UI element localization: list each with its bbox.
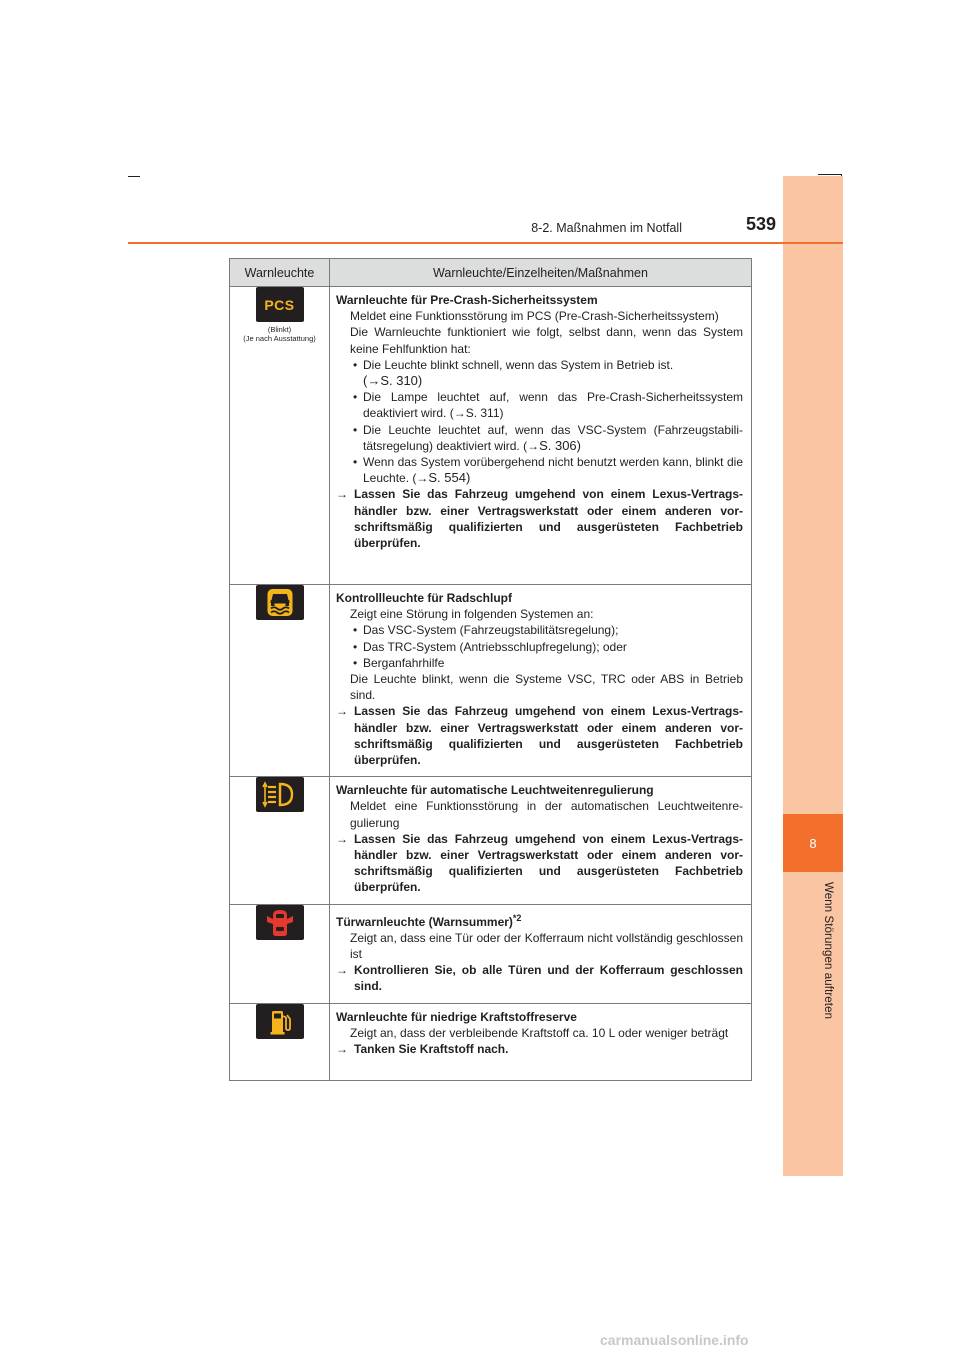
- description-text: Meldet eine Funktionsstörung im PCS (Pre-Crash-Sicherheitssystem): [350, 309, 719, 324]
- chapter-title: Wenn Störungen auftreten: [822, 882, 834, 1020]
- watermark[interactable]: carmanualsonline.info: [600, 1332, 749, 1348]
- table-row: [230, 287, 752, 585]
- list-item: • Das TRC-System (Antriebsschlupfregelung); oder: [353, 639, 627, 654]
- action-text: → Lassen Sie das Fahrzeug umgehend von einem Lexus-Vertrags-händler bzw. einer Vertragswerkstatt oder einem anderen vor-schriftsmäßig qualifizierten und ausgerüsteten Fachbetrieb überprüfen.: [336, 487, 743, 551]
- chapter-tab[interactable]: [783, 814, 843, 872]
- warning-light-table: [229, 258, 752, 1081]
- description-text: Zeigt an, dass der verbleibende Kraftstoff ca. 10 L oder weniger beträgt: [350, 1025, 729, 1040]
- section-title: 8-2. Maßnahmen im Notfall: [531, 221, 682, 235]
- arrow-icon: →: [336, 704, 348, 719]
- icon-cell: [230, 585, 330, 777]
- page-number: 539: [745, 214, 776, 234]
- row-title: Warnleuchte für Pre-Crash-Sicherheitssystem: [336, 293, 598, 307]
- list-item: • Berganfahrhilfe: [353, 655, 445, 670]
- action-text: → Lassen Sie das Fahrzeug umgehend von einem Lexus-Vertrags-händler bzw. einer Vertragswerkstatt oder einem anderen vor-schriftsmäßig qualifizierten und ausgerüsteten Fachbetrieb überprüfen.: [336, 831, 743, 895]
- icon-cell: [230, 904, 330, 1003]
- icon-cell: [230, 287, 330, 585]
- description-text: Meldet eine Funktionsstörung in der automatischen Leuchtweitenre-gulierung: [350, 799, 743, 830]
- crop-mark: [128, 176, 140, 177]
- pcs-warning-icon: PCS: [256, 287, 304, 322]
- arrow-icon: →: [336, 831, 348, 846]
- list-item: • Die Leuchte leuchtet auf, wenn das VSC-System (Fahrzeugstabili-tätsregelung) deaktiviert wird. (→S. 306): [353, 422, 743, 453]
- icon-cell: [230, 1003, 330, 1080]
- row-title: Türwarnleuchte (Warnsummer)$^{*2}$: [336, 912, 522, 929]
- description-text: Die Warnleuchte funktioniert wie folgt, selbst dann, wenn das System keine Fehlfunktion hat:: [350, 325, 743, 356]
- icon-cell: [230, 777, 330, 904]
- icon-caption: (Blinkt) (Je nach Ausstattung): [243, 325, 316, 343]
- description-cell: [330, 287, 752, 585]
- action-text: → Tanken Sie Kraftstoff nach.: [336, 1042, 509, 1057]
- table-row: [230, 585, 752, 777]
- page-reference-link[interactable]: S. 554): [428, 470, 471, 486]
- description-cell: [330, 585, 752, 777]
- list-item: • Die Lampe leuchtet auf, wenn das Pre-Crash-Sicherheitssystem deaktiviert wird. (→S. 311): [353, 390, 743, 421]
- description-text: Zeigt an, dass eine Tür oder der Kofferraum nicht vollständig geschlossen ist: [350, 930, 743, 962]
- list-item: • Die Leuchte blinkt schnell, wenn das System in Betrieb ist. (→S. 310): [353, 357, 674, 389]
- slip-indicator-icon: [256, 585, 304, 620]
- fuel-pump-icon: [256, 1004, 304, 1039]
- action-text: → Lassen Sie das Fahrzeug umgehend von einem Lexus-Vertrags-händler bzw. einer Vertragswerkstatt oder einem anderen vor-schriftsmäßig qualifizierten und ausgerüsteten Fachbetrieb überprüfen.: [336, 704, 743, 768]
- description-text: Die Leuchte blinkt, wenn die Systeme VSC, TRC oder ABS in Betrieb sind.: [350, 672, 743, 703]
- description-text: Zeigt eine Störung in folgenden Systemen an:: [350, 607, 594, 622]
- description-cell: [330, 904, 752, 1003]
- table-header-row: [230, 259, 752, 287]
- table-row: [230, 777, 752, 904]
- list-item: • Wenn das System vorübergehend nicht benutzt werden kann, blinkt die Leuchte. (→S. 554): [353, 455, 743, 486]
- table-row: [230, 1003, 752, 1080]
- row-title: Warnleuchte für automatische Leuchtweitenregulierung: [336, 783, 654, 798]
- action-text: → Kontrollieren Sie, ob alle Türen und der Kofferraum geschlossen sind.: [336, 963, 743, 994]
- headlight-leveling-icon: [256, 777, 304, 812]
- arrow-icon: →: [336, 963, 348, 978]
- chapter-number: 8: [809, 835, 817, 851]
- description-cell: [330, 777, 752, 904]
- row-title: Warnleuchte für niedrige Kraftstoffreserve: [336, 1009, 577, 1024]
- table-row: [230, 904, 752, 1003]
- page-reference-link[interactable]: (→S. 310): [363, 373, 423, 389]
- header-rule: [128, 242, 843, 244]
- arrow-icon: →: [336, 1042, 348, 1057]
- list-item: • Das VSC-System (Fahrzeugstabilitätsregelung);: [353, 623, 619, 638]
- row-title: Kontrollleuchte für Radschlupf: [336, 591, 513, 605]
- column-header-warnleuchte: Warnleuchte: [230, 259, 330, 287]
- column-header-details: Warnleuchte/Einzelheiten/Maßnahmen: [330, 259, 752, 287]
- arrow-icon: →: [336, 487, 348, 502]
- door-open-icon: [256, 905, 304, 940]
- chapter-sidebar: [783, 176, 843, 1176]
- page-reference-link[interactable]: S. 306): [539, 437, 581, 453]
- crop-mark: [818, 174, 842, 175]
- description-cell: [330, 1003, 752, 1080]
